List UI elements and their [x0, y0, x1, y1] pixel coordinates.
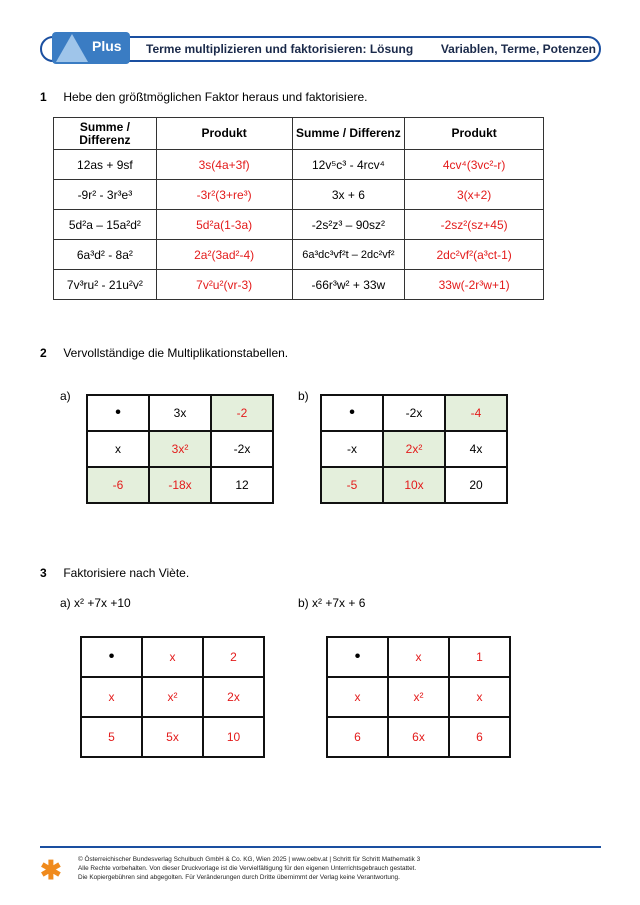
- sum-cell: -2s²z³ – 90sz²: [292, 210, 405, 240]
- sum-cell: 7v³ru² - 21u²v²: [54, 270, 157, 300]
- answer-cell: 2: [203, 637, 264, 677]
- table-row: [81, 717, 264, 757]
- footer-line: Alle Rechte vorbehalten. Von dieser Druckvorlage ist die Vervielfältigung für den eigenen Unterrichtsgebrauch gestattet.: [78, 865, 417, 872]
- product-cell: 2a²(3ad²-4): [156, 240, 292, 270]
- footer-line: © Österreichischer Bundesverlag Schulbuch GmbH & Co. KG, Wien 2025 | www.oebv.at | Schritt für Schritt Mathematik 3: [78, 856, 421, 863]
- task-number: 1: [40, 90, 47, 104]
- task-instruction: Hebe den größtmöglichen Faktor heraus und faktorisiere.: [63, 90, 368, 104]
- product-cell: 2dc²vf²(a³ct-1): [405, 240, 544, 270]
- answer-cell: 3x²: [149, 431, 211, 467]
- answer-cell: 10x: [383, 467, 445, 503]
- page-topic: Variablen, Terme, Potenzen: [440, 42, 596, 56]
- answer-cell: -6: [87, 467, 149, 503]
- table-row: [321, 431, 507, 467]
- operator-cell: •: [321, 395, 383, 431]
- operator-cell: •: [87, 395, 149, 431]
- product-cell: 3(x+2): [405, 180, 544, 210]
- answer-cell: 6: [327, 717, 388, 757]
- answer-cell: -2: [211, 395, 273, 431]
- table-row: [54, 150, 544, 180]
- answer-cell: 6: [449, 717, 510, 757]
- grid-cell: 3x: [149, 395, 211, 431]
- plus-logo: [52, 30, 130, 66]
- factor-table: [53, 117, 544, 300]
- table-row: [54, 180, 544, 210]
- answer-cell: 6x: [388, 717, 449, 757]
- multiplication-table-a: [86, 394, 274, 504]
- sum-cell: 12v⁵c³ - 4rcv⁴: [292, 150, 405, 180]
- header-cell: Produkt: [156, 118, 292, 150]
- answer-cell: x²: [142, 677, 203, 717]
- product-cell: 5d²a(1-3a): [156, 210, 292, 240]
- table-row: [54, 270, 544, 300]
- table-row: [87, 431, 273, 467]
- viete-table-b: [326, 636, 511, 758]
- table-row: [327, 637, 510, 677]
- sum-cell: -66r³w² + 33w: [292, 270, 405, 300]
- product-cell: 4cv⁴(3vc²-r): [405, 150, 544, 180]
- logo-text: Plus: [92, 38, 122, 54]
- answer-cell: x: [388, 637, 449, 677]
- grid-cell: x: [87, 431, 149, 467]
- task-3-heading: [40, 566, 189, 580]
- viete-table-a: [80, 636, 265, 758]
- product-cell: 3s(4a+3f): [156, 150, 292, 180]
- answer-cell: x: [81, 677, 142, 717]
- triangle-icon: [56, 34, 88, 62]
- task-instruction: Vervollständige die Multiplikationstabellen.: [63, 346, 289, 360]
- subtask-label: b) x² +7x + 6: [298, 596, 366, 610]
- table-row: [87, 467, 273, 503]
- table-row: [327, 717, 510, 757]
- operator-cell: •: [81, 637, 142, 677]
- table-row: [54, 240, 544, 270]
- table-row: [81, 677, 264, 717]
- header-cell: Summe / Differenz: [54, 118, 157, 150]
- product-cell: -2sz²(sz+45): [405, 210, 544, 240]
- answer-cell: x: [142, 637, 203, 677]
- answer-cell: 10: [203, 717, 264, 757]
- header-cell: Summe / Differenz: [292, 118, 405, 150]
- table-row: [87, 395, 273, 431]
- subtask-label: a) x² +7x +10: [60, 596, 131, 610]
- sum-cell: -9r² - 3r³e³: [54, 180, 157, 210]
- answer-cell: -18x: [149, 467, 211, 503]
- answer-cell: 1: [449, 637, 510, 677]
- answer-cell: x: [327, 677, 388, 717]
- grid-cell: -x: [321, 431, 383, 467]
- task-2-heading: [40, 346, 288, 360]
- table-row: [54, 210, 544, 240]
- grid-cell: 4x: [445, 431, 507, 467]
- asterisk-icon: ✱: [40, 855, 62, 885]
- product-cell: -3r²(3+re³): [156, 180, 292, 210]
- answer-cell: 2x: [203, 677, 264, 717]
- table-row: [321, 395, 507, 431]
- task-instruction: Faktorisiere nach Viète.: [63, 566, 190, 580]
- sum-cell: 6a³dc³vf²t – 2dc²vf²: [292, 240, 405, 270]
- sum-cell: 6a³d² - 8a²: [54, 240, 157, 270]
- answer-cell: 5: [81, 717, 142, 757]
- task-number: 3: [40, 566, 47, 580]
- footer-line: Die Kopiergebühren sind abgegolten. Für Veränderungen durch Dritte übernimmt der Verlag keine Verantwortung.: [78, 874, 400, 881]
- multiplication-table-b: [320, 394, 508, 504]
- table-row: [81, 637, 264, 677]
- sum-cell: 5d²a – 15a²d²: [54, 210, 157, 240]
- answer-cell: x: [449, 677, 510, 717]
- answer-cell: -4: [445, 395, 507, 431]
- table-header-row: [54, 118, 544, 150]
- sum-cell: 12as + 9sf: [54, 150, 157, 180]
- grid-cell: 12: [211, 467, 273, 503]
- footer-divider: [40, 846, 601, 848]
- grid-cell: 20: [445, 467, 507, 503]
- page-title: Terme multiplizieren und faktorisieren: Lösung: [146, 42, 414, 56]
- product-cell: 33w(-2r³w+1): [405, 270, 544, 300]
- answer-cell: 2x²: [383, 431, 445, 467]
- table-row: [321, 467, 507, 503]
- grid-cell: -2x: [383, 395, 445, 431]
- operator-cell: •: [327, 637, 388, 677]
- header-cell: Produkt: [405, 118, 544, 150]
- footer-copyright: [78, 855, 518, 882]
- table-row: [327, 677, 510, 717]
- sum-cell: 3x + 6: [292, 180, 405, 210]
- answer-cell: 5x: [142, 717, 203, 757]
- subtask-label: a): [60, 389, 71, 403]
- answer-cell: x²: [388, 677, 449, 717]
- answer-cell: -5: [321, 467, 383, 503]
- grid-cell: -2x: [211, 431, 273, 467]
- task-1-heading: [40, 90, 368, 104]
- subtask-label: b): [298, 389, 309, 403]
- product-cell: 7v²u²(vr-3): [156, 270, 292, 300]
- task-number: 2: [40, 346, 47, 360]
